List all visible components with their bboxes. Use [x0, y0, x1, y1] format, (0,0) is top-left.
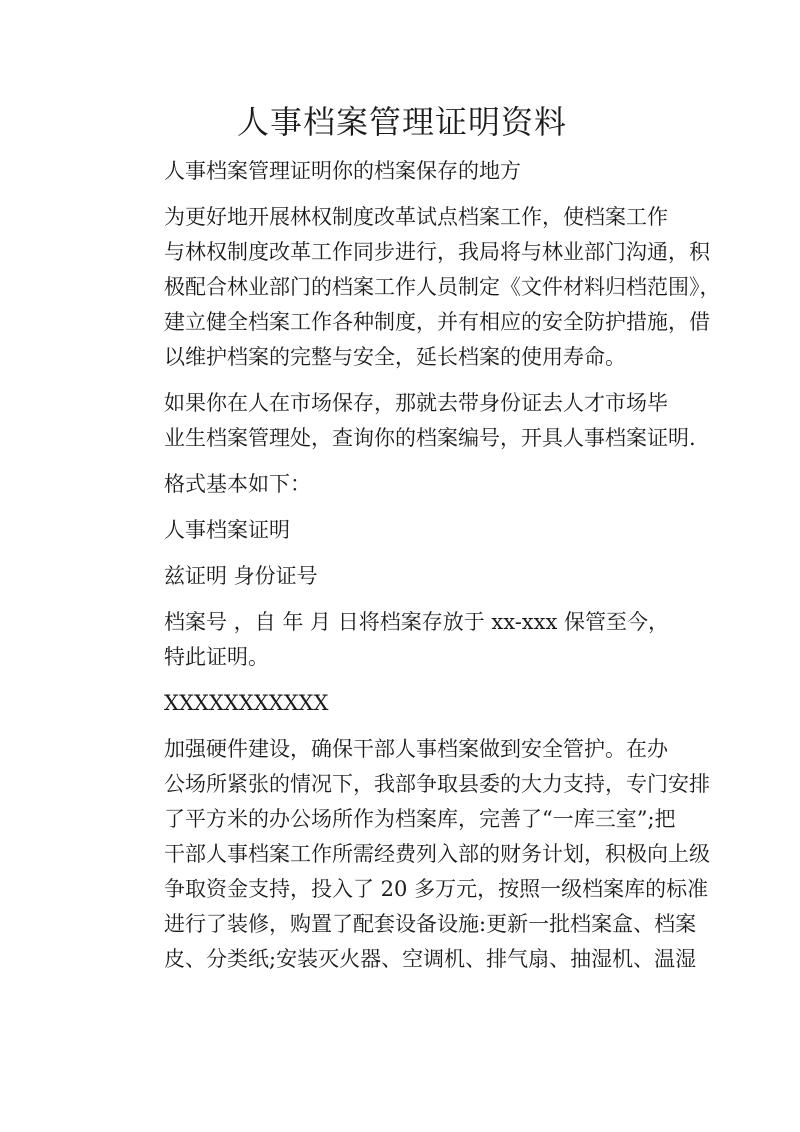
paragraph-line: 人事档案证明 [164, 518, 290, 542]
paragraph [122, 154, 682, 189]
paragraph-line: 如果你在人在市场保存，那就去带身份证去人才市场毕 [164, 391, 668, 415]
paragraph [122, 686, 682, 721]
paragraph-line: 为更好地开展林权制度改革试点档案工作，使档案工作 [164, 205, 668, 229]
paragraph [122, 513, 682, 548]
document-title: 人事档案管理证明资料 [236, 103, 567, 141]
paragraph [122, 559, 682, 594]
paragraph-line: 建立健全档案工作各种制度，并有相应的安全防护措施，借 [164, 310, 710, 334]
paragraph-line: 争取资金支持，投入了 20 多万元，按照一级档案库的标准 [164, 877, 709, 901]
paragraph-line: 档案号 ，自 年 月 日将档案存放于 xx-xxx 保管至今， [164, 610, 669, 634]
paragraph-line: 公场所紧张的情况下，我部争取县委的大力支持，专门安排 [164, 772, 710, 796]
paragraph-line: 人事档案管理证明你的档案保存的地方 [164, 159, 521, 183]
paragraph [122, 200, 721, 375]
paragraph-line: 格式基本如下： [164, 472, 311, 496]
paragraph-line: 进行了装修，购置了配套设备设施:更新一批档案盒、档案 [164, 912, 697, 936]
paragraph-line: 兹证明 身份证号 [164, 564, 318, 588]
document-page [122, 92, 721, 988]
paragraph [122, 732, 710, 977]
paragraph-line: 了平方米的办公场所作为档案库，完善了“一库三室”;把 [164, 807, 676, 831]
paragraph-line: 特此证明。 [164, 645, 269, 669]
paragraph-line: 与林权制度改革工作同步进行，我局将与林业部门沟通，积 [164, 240, 710, 264]
paragraph-line: 皮、分类纸;安装灭火器、空调机、排气扇、抽湿机、温湿 [164, 947, 697, 971]
paragraph-line: 干部人事档案工作所需经费列入部的财务计划，积极向上级 [164, 842, 710, 866]
paragraph [122, 605, 682, 675]
paragraph [122, 386, 696, 456]
paragraph-line: 以维护档案的完整与安全，延长档案的使用寿命。 [164, 345, 626, 369]
paragraph [122, 467, 682, 502]
paragraph-line: 业生档案管理处，查询你的档案编号，开具人事档案证明. [164, 426, 696, 450]
paragraph-line: 极配合林业部门的档案工作人员制定《文件材料归档范围》， [164, 275, 721, 299]
paragraph-line: 加强硬件建设，确保干部人事档案做到安全管护。在办 [164, 737, 668, 761]
paragraph-line: XXXXXXXXXXX [164, 691, 329, 715]
document-body [122, 154, 721, 977]
